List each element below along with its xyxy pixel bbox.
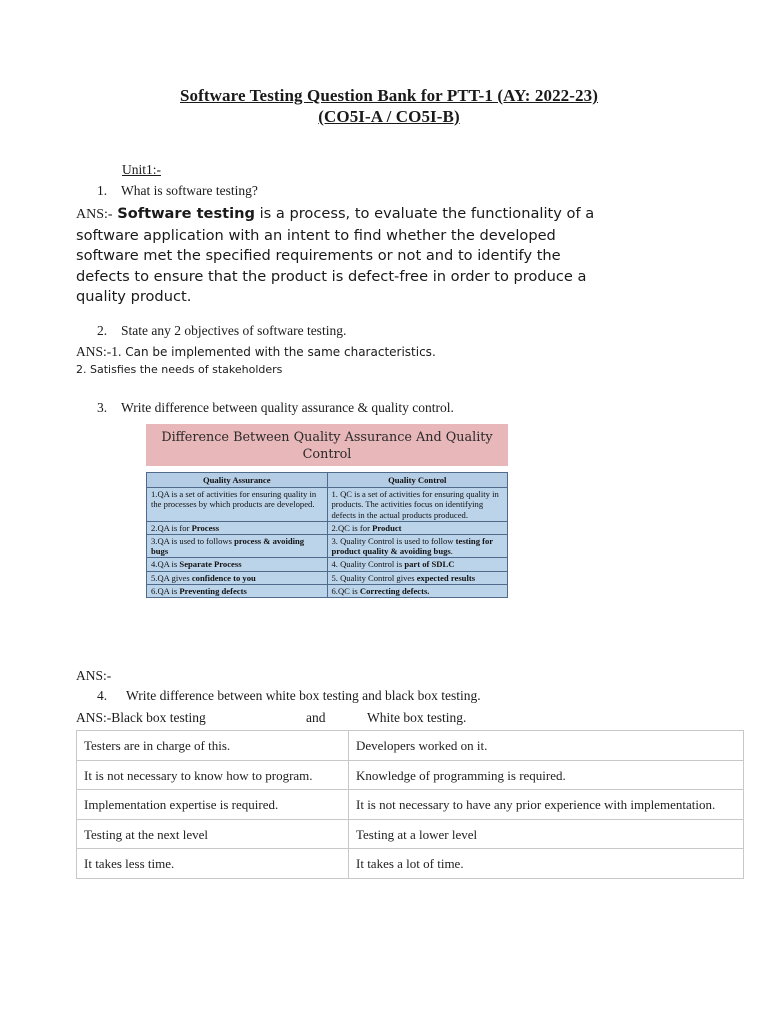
qc-cell-bold-text: expected results	[416, 572, 476, 583]
answer-bold-term: Software testing	[117, 205, 255, 222]
qa-cell-text: 4.QA is	[151, 559, 180, 570]
question-number: 1.	[97, 183, 108, 198]
qc-cell-bold-text: Correcting defects.	[359, 585, 430, 596]
unit-heading: Unit1:-	[122, 162, 161, 177]
qa-cell-text: 6.QA is	[151, 585, 180, 596]
qa-cell-text: 1.QA is a set of activities for ensuring quality in the processes by which products are developed.	[151, 489, 317, 510]
qc-cell	[327, 558, 508, 571]
qa-cell-bold-text: Preventing defects	[179, 585, 247, 596]
qa-cell-bold-text: process & avoiding bugs	[151, 536, 305, 557]
black-box-cell: Implementation expertise is required.	[77, 790, 349, 820]
answer-4-heading	[76, 710, 676, 726]
document-subtitle: (CO5I-A / CO5I-B)	[318, 107, 460, 126]
question-number: 4.	[97, 688, 108, 703]
column-header-qc: Quality Control	[327, 473, 508, 488]
qc-cell	[327, 488, 508, 522]
qa-cell	[147, 558, 328, 571]
question-text: Write difference between quality assurance & quality control.	[121, 400, 454, 415]
black-box-cell: Testing at the next level	[77, 819, 349, 849]
table-row	[77, 760, 744, 790]
table-row	[77, 819, 744, 849]
qa-qc-row	[147, 558, 508, 571]
qa-cell-text: 3.QA is used to follows	[151, 536, 235, 547]
black-white-box-table	[76, 730, 744, 879]
white-box-cell: It is not necessary to have any prior experience with implementation.	[349, 790, 744, 820]
table-row	[77, 790, 744, 820]
table-row	[77, 849, 744, 879]
black-box-cell: Testers are in charge of this.	[77, 731, 349, 761]
qc-cell-text: 1. QC is a set of activities for ensuring quality in products. The activities focus on identifying defects in the actual products produced.	[331, 489, 499, 520]
qa-qc-row	[147, 535, 508, 558]
qc-cell-bold-text: testing for product quality & avoiding bugs	[331, 536, 493, 557]
figure-title-line-2: Control	[302, 447, 352, 462]
answer-prefix: ANS:-1.	[76, 344, 122, 359]
qc-cell-trailing-text: .	[450, 546, 453, 557]
answer-text: Can be implemented with the same characteristics.	[121, 345, 436, 359]
answer-2-line-1	[76, 344, 436, 360]
black-box-cell: It takes less time.	[77, 849, 349, 879]
answer-text: is a process, to evaluate the functionality of a software application with an intent to find whether the developed software met the specified requirements or not and to identify the defects to ensure that the product is defect-free in order to produce a quality product.	[76, 205, 595, 305]
qa-cell-bold-text: Process	[191, 522, 220, 533]
qc-cell	[327, 571, 508, 584]
figure-title	[146, 424, 508, 466]
question-text: State any 2 objectives of software testing.	[121, 323, 347, 338]
figure-title-line-1: Difference Between Quality Assurance And Quality	[161, 430, 493, 445]
qa-qc-comparison-figure	[146, 424, 508, 644]
qc-cell-text: 4. Quality Control is	[331, 559, 405, 570]
qa-cell	[147, 584, 328, 597]
qa-cell-bold-text: confidence to you	[191, 572, 256, 583]
answer-prefix: ANS:-Black box testing	[76, 710, 206, 725]
qa-cell-text: 2.QA is for	[151, 522, 192, 533]
qa-qc-table	[146, 472, 508, 598]
question-number: 3.	[97, 400, 108, 415]
question-number: 2.	[97, 323, 108, 338]
qa-cell	[147, 488, 328, 522]
qc-cell-bold-text: part of SDLC	[404, 559, 455, 570]
conjunction: and	[306, 710, 326, 725]
white-box-cell: It takes a lot of time.	[349, 849, 744, 879]
qa-cell-bold-text: Separate Process	[179, 559, 242, 570]
qa-cell	[147, 571, 328, 584]
qa-cell	[147, 535, 328, 558]
answer-1	[76, 204, 616, 308]
white-box-cell: Knowledge of programming is required.	[349, 760, 744, 790]
qc-cell-text: 2.QC is for	[331, 522, 373, 533]
qa-qc-row	[147, 571, 508, 584]
white-box-cell: Testing at a lower level	[349, 819, 744, 849]
qa-cell-text: 5.QA gives	[151, 572, 192, 583]
qa-qc-row	[147, 488, 508, 522]
qa-qc-row	[147, 584, 508, 597]
answer-prefix: ANS:-	[76, 207, 113, 222]
qc-cell	[327, 584, 508, 597]
qa-cell	[147, 521, 328, 534]
qc-cell	[327, 535, 508, 558]
document-title: Software Testing Question Bank for PTT-1 (AY: 2022-23)	[179, 86, 599, 105]
answer-2-line-2: 2. Satisfies the needs of stakeholders	[76, 363, 283, 376]
qc-cell-bold-text: Product	[372, 522, 402, 533]
qc-cell-text: 6.QC is	[331, 585, 360, 596]
column-header-qa: Quality Assurance	[147, 473, 328, 488]
qc-cell-text: 5. Quality Control gives	[331, 572, 417, 583]
question-text: What is software testing?	[121, 183, 258, 198]
black-box-cell: It is not necessary to know how to program.	[77, 760, 349, 790]
white-box-cell: Developers worked on it.	[349, 731, 744, 761]
answer-3-prefix: ANS:-	[76, 668, 112, 683]
table-row	[77, 731, 744, 761]
qc-cell	[327, 521, 508, 534]
qc-cell-text: 3. Quality Control is used to follow	[331, 536, 456, 547]
question-text: Write difference between white box testing and black box testing.	[126, 688, 481, 703]
qa-qc-row	[147, 521, 508, 534]
white-box-label: White box testing.	[367, 710, 467, 725]
